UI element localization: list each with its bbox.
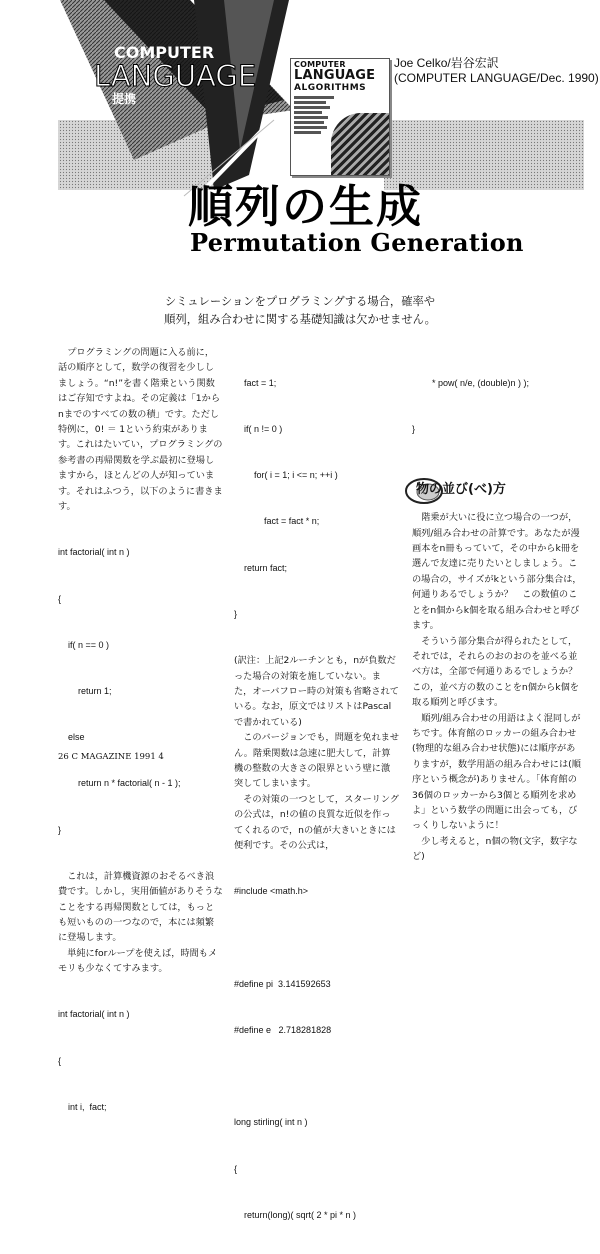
code-line: if( n == 0 ) bbox=[58, 639, 110, 650]
code-line: } bbox=[58, 824, 62, 835]
section-heading-text: 物の並び(べ)方 bbox=[416, 482, 506, 498]
col1-paragraph-1: プログラミングの問題に入る前に，話の順序として，数学の復習を少ししましょう。“n!”を書く階乗という関数はご存知ですよね。その定義は「1からnまでのすべての数の積」です。ただし特例に，0! ＝ 1という約束があります。これはたいてい，プログラミングの参考書の再帰関数を学ぶ最初に登場しますから，ほとんどの人が知っています。それはふつう，以下のように書きます。 bbox=[58, 347, 223, 513]
code-factorial-loop-end bbox=[234, 345, 399, 653]
cover-brand bbox=[291, 59, 389, 82]
banner-logo-line1: COMPUTER bbox=[114, 43, 215, 62]
code-line: } bbox=[234, 608, 238, 619]
lead-line-1: シミュレーションをプログラミングする場合，確率や bbox=[164, 295, 436, 308]
code-line: int i, fact; bbox=[58, 1101, 107, 1112]
byline bbox=[394, 56, 599, 86]
code-stirling bbox=[234, 853, 399, 1254]
text-column-1 bbox=[58, 345, 223, 1146]
section-heading bbox=[402, 477, 584, 505]
banner-logo-sub: 提携 bbox=[112, 92, 137, 106]
magazine-cover-image bbox=[290, 58, 390, 176]
code-line: } bbox=[412, 424, 416, 435]
code-factorial-recursive bbox=[58, 514, 223, 868]
col1-paragraph-2: これは，計算機資源のおそるべき浪費です。しかし，実用価値がありそうなことをする再帰関数としては，もっとも短いものの一つなので，本には頻繁に登場します。 bbox=[58, 870, 223, 944]
cover-brand-main: LANGUAGE bbox=[294, 68, 376, 83]
code-stirling-end bbox=[412, 345, 584, 468]
code-line: #define e 2.718281828 bbox=[234, 1024, 332, 1035]
col3-paragraph-4: 少し考えると，n個の物(文字，数字など) bbox=[412, 835, 578, 863]
code-line: return 1; bbox=[58, 685, 112, 696]
banner-logo-line2: LANGUAGE bbox=[94, 59, 257, 93]
article-title-en: Permutation Generation bbox=[190, 228, 524, 257]
code-line: #include <math.h> bbox=[234, 886, 309, 897]
col3-paragraph-1: 階乗が大いに役に立つ場合の一つが，順列/組み合わせの計算です。あなたが漫画本をn冊もっていて，その中からk冊を選んで友達に売りたいとしましょう。この場合の，サイズがkという部分集合は，何通りあるでしょうか？ この数値のことをn個からk個を取る組み合わせと呼びます。 bbox=[412, 512, 582, 632]
code-line: return(long)( sqrt( 2 * pi * n ) bbox=[234, 1209, 357, 1220]
col1-paragraph-3: 単純にforループを使えば，時間もメモリも少なくてすみます。 bbox=[58, 947, 218, 975]
code-line: if( n != 0 ) bbox=[234, 424, 283, 435]
code-line: return n * factorial( n - 1 ); bbox=[58, 778, 181, 789]
col2-paragraph-3: その対策の一つとして，スターリングの公式は，n!の値の良質な近似を作ってくれるので，nの値が大きいときには便利です。その公式は， bbox=[234, 793, 400, 851]
byline-source: (COMPUTER LANGUAGE/Dec. 1990) bbox=[394, 71, 599, 85]
page-footer: 26 C MAGAZINE 1991 4 bbox=[58, 752, 164, 762]
lead-line-2: 順列，組み合わせに関する基礎知識は欠かせません。 bbox=[164, 313, 436, 326]
col2-translator-note: (訳注：上記2ルーチンとも，nが負数だった場合の対策を施していない。また，オーバフロー時の対策も省略されている。なお，原文ではリストはPascalで書かれている) bbox=[234, 655, 399, 728]
byline-author: Joe Celko/岩谷宏訳 bbox=[394, 56, 499, 70]
code-line: for( i = 1; i <= n; ++i ) bbox=[234, 470, 338, 481]
code-line: { bbox=[58, 1055, 62, 1066]
code-line: long stirling( int n ) bbox=[234, 1117, 308, 1128]
code-line: * pow( n/e, (double)n ) ); bbox=[412, 377, 530, 388]
text-column-2 bbox=[234, 345, 399, 1254]
code-line: int factorial( int n ) bbox=[58, 1009, 130, 1020]
code-line: fact = 1; bbox=[234, 377, 277, 388]
code-line: { bbox=[58, 593, 62, 604]
article-title-jp: 順列の生成 bbox=[188, 180, 424, 233]
code-line: int factorial( int n ) bbox=[58, 547, 130, 558]
lead-paragraph bbox=[0, 293, 600, 329]
code-line: { bbox=[234, 1163, 238, 1174]
cover-brand-top: COMPUTER bbox=[294, 60, 346, 69]
code-factorial-loop-start bbox=[58, 977, 223, 1146]
col2-paragraph-2: このバージョンでも，問題を免れません。階乗関数は急速に肥大して，計算機の整数の大きさの限界という壁に激突してしまいます。 bbox=[234, 732, 400, 790]
col3-paragraph-3: 順列/組み合わせの用語はよく混同しがちです。体育館のロッカーの組み合わせ(物理的な組み合わせ状態)には順序がありますが，数学用語の組み合わせには(順序という概念が)ありません。「体育館の36個のロッカーから3個とる順列を求めよ」という数学の問題に出会っても，びっくりしないように！ bbox=[412, 712, 581, 832]
code-line: #define pi 3.141592653 bbox=[234, 978, 331, 989]
code-line: else bbox=[58, 732, 85, 743]
code-line bbox=[234, 1069, 399, 1084]
col3-paragraph-2: そういう部分集合が得られたとして，それでは，それらのおのおのを並べる並べ方は，全部で何通りあるでしょうか？ この，並べ方の数のことをn個からk個を取る順列と呼びます。 bbox=[412, 635, 587, 709]
code-line bbox=[234, 930, 399, 945]
code-line: return fact; bbox=[234, 562, 288, 573]
cover-illustration bbox=[331, 113, 389, 175]
code-line: fact = fact * n; bbox=[234, 516, 320, 527]
text-column-3 bbox=[412, 345, 587, 865]
cover-headline: ALGORITHMS bbox=[294, 83, 367, 93]
